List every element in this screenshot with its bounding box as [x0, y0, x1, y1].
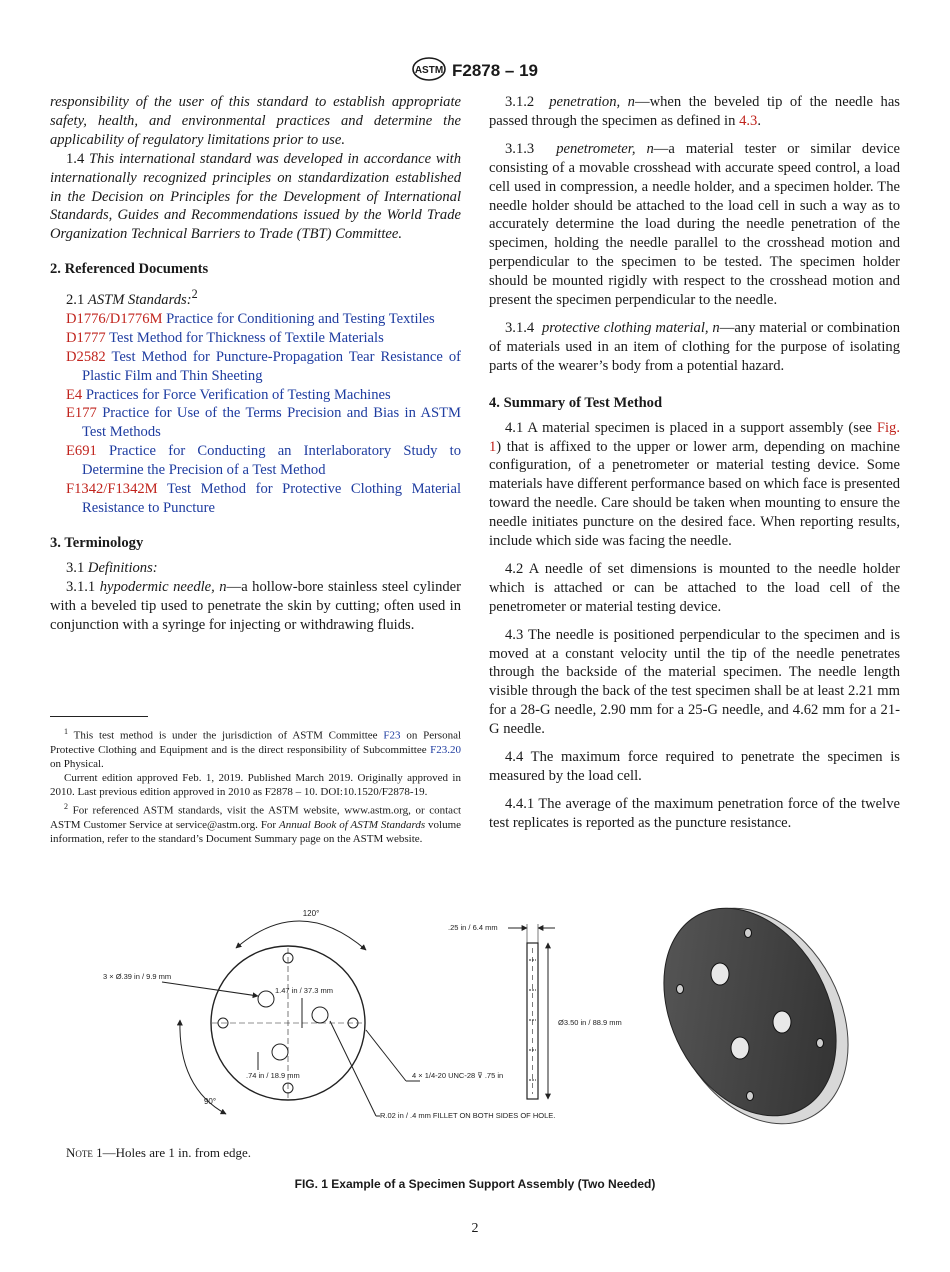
para-3-1-4-text: —any material or combination of materials used in an item of clothing for the purpose of isolating parts of the wearer’s body from a potential hazard.: [489, 319, 900, 374]
ref-code[interactable]: F1342/F1342M: [66, 481, 158, 498]
ref-title[interactable]: Test Method for Puncture-Propagation Tear Resistance of Plastic Film and Thin Sheeting: [82, 348, 461, 384]
designation: F2878 – 19: [451, 60, 538, 80]
ref-item[interactable]: [50, 329, 461, 348]
para-4-1-text-b: ) that is affixed to the upper or lower arm, depending on machine configuration, of a penetrometer or material testing device. Some materials have different performance based on which face is presented toward the needle. Care should be taken when mounting to ensure the needle initiates puncture on the desired face. When reporting results, include which side was facing the needle.: [489, 438, 901, 550]
top-view-drawing: [162, 921, 420, 1116]
para-3-1-text: Definitions:: [87, 559, 158, 576]
term-penetrometer: penetrometer, n: [556, 140, 654, 157]
para-4-4-1: 4.4.1 The average of the maximum penetration force of the twelve test replicates is reported as the puncture resistance.: [489, 795, 900, 831]
para-4-4: 4.4 The maximum force required to penetrate the specimen is measured by the load cell.: [489, 749, 900, 784]
thickness-label: .25 in / 6.4 mm: [448, 923, 498, 932]
section-2-heading: 2. Referenced Documents: [50, 261, 209, 278]
para-2-1-number: 2.1: [66, 292, 85, 309]
footnote-2-text-b: volume information, refer to the standard’s Document Summary page on the ASTM website.: [50, 818, 462, 845]
note-text: 1—Holes are 1 in. from edge.: [96, 1145, 252, 1160]
holes-diameter-label: 3 × Ø.39 in / 9.9 mm: [103, 972, 172, 981]
right-column: [489, 93, 900, 833]
ref-title[interactable]: Practice for Conducting an Interlaboratory Study to Determine the Precision of a Test Method: [82, 443, 461, 479]
para-4-3: 4.3 The needle is positioned perpendicular to the specimen and is moved at a constant velocity until the tip of the needle penetrates through the backside of the material specimen. The needle length visible through the back of the test specimen shall be at least 2.21 mm for a 28-G needle, 2.90 mm for a 25-G needle, and 4.62 mm for a 21-G needle.: [489, 626, 900, 738]
ref-title[interactable]: Test Method for Thickness of Textile Materials: [109, 329, 384, 346]
page-header: [0, 57, 950, 86]
para-3-1-3: [489, 140, 900, 310]
dim-center-label: 1.47 in / 37.3 mm: [275, 986, 333, 995]
astm-logo-text: ASTM: [414, 65, 444, 76]
para-3-1-1-number: 3.1.1: [66, 578, 96, 595]
ref-code[interactable]: E4: [66, 386, 83, 403]
para-2-1-text: ASTM Standards:: [87, 292, 192, 309]
para-1-4-number: 1.4: [66, 150, 85, 167]
ref-code[interactable]: E691: [66, 443, 97, 460]
para-3-1-4: [489, 319, 900, 376]
ref-item[interactable]: [50, 310, 461, 329]
figure-caption: FIG. 1 Example of a Specimen Support Assembly (Two Needed): [294, 1177, 656, 1191]
para-1-4-text: This international standard was developed in accordance with internationally recognized principles on standardization established in the Decision on Principles for the Development of International Standards, Guides and Recommendations issued by the World Trade Organization Technical Barriers to Trade (TBT) Committee.: [50, 150, 462, 243]
center-hole: [272, 1044, 288, 1060]
footnote-ref-2[interactable]: 2: [191, 287, 198, 302]
para-4-2: 4.2 A needle of set dimensions is mounted to the needle holder which is attached or can be attached to the load cell of the penetrometer or material testing device.: [489, 560, 900, 615]
ref-item[interactable]: [50, 386, 461, 405]
plate-3d-render: [629, 888, 883, 1148]
ref-title[interactable]: Practice for Conditioning and Testing Textiles: [166, 310, 435, 327]
para-3-1-2-number: 3.1.2: [505, 94, 535, 110]
ref-code[interactable]: D2582: [66, 348, 106, 365]
section-4-3-link[interactable]: 4.3: [739, 112, 758, 129]
term-protective-clothing-material: protective clothing material, n: [541, 319, 720, 336]
footnote-1-text-a: This test method is under the jurisdiction of ASTM Committee: [73, 729, 378, 742]
ref-item[interactable]: [50, 480, 461, 518]
scope-continuation: responsibility of the user of this standard to establish appropriate safety, health, and environmental practices and determine the applicability of regulatory limitations prior to use.: [50, 94, 461, 148]
para-3-1-number: 3.1: [66, 559, 85, 576]
footnote-2-italic: Annual Book of ASTM Standards: [279, 818, 426, 831]
ref-item[interactable]: [50, 404, 461, 442]
committee-link[interactable]: F23: [383, 729, 401, 742]
para-3-1-4-number: 3.1.4: [505, 319, 535, 336]
subcommittee-link[interactable]: F23.20: [430, 743, 461, 756]
fig-1-link[interactable]: Fig. 1: [489, 419, 900, 455]
footnote-2-mark: 2: [64, 801, 68, 811]
para-3-1-2-text: —when the beveled tip of the needle has passed through the specimen as defined in: [489, 94, 900, 129]
astm-logo: [412, 57, 446, 86]
footnote-rule: [50, 716, 148, 717]
footnotes: [50, 725, 461, 846]
para-3-1-3-text: —a material tester or similar device consisting of a movable crosshead with accurate speed control, a load cell used in compression, a needle holder, and a specimen holder. The needle holder should be attached to the load cell in such a way as to accurately determine the load during the needle penetration of the specimen, holding the needle parallel to the crosshead motion and perpendicular to the specimen to be tested. The specimen holder should be mounted rigidly with respect to the crosshead motion and present the specimen perpendicular to the needle.: [489, 140, 901, 309]
figure-note: [66, 1145, 251, 1161]
ref-item[interactable]: [50, 442, 461, 480]
ref-title[interactable]: Test Method for Protective Clothing Material Resistance to Puncture: [82, 481, 461, 516]
center-hole: [312, 1007, 328, 1023]
para-3-1: [50, 559, 461, 578]
para-3-1-2: 3.1.2 penetration, n—when the beveled tip of the needle has passed through the specimen as defined in 4.3.: [489, 94, 900, 129]
fillet-label: R.02 in / .4 mm FILLET ON BOTH SIDES OF HOLE.: [380, 1111, 556, 1120]
diameter-label: Ø3.50 in / 88.9 mm: [558, 1018, 622, 1027]
para-3-1-1: [50, 578, 461, 635]
footnote-1-text-b: on Personal Protective Clothing and Equipment and is the direct responsibility of Subcommittee: [50, 729, 462, 756]
ref-title[interactable]: Practice for Use of the Terms Precision and Bias in ASTM Test Methods: [82, 405, 461, 441]
center-hole: [258, 991, 274, 1007]
footnote-1-text-c: on Physical.: [50, 758, 104, 771]
ref-code[interactable]: D1776/D1776M: [66, 310, 163, 327]
section-3-heading: 3. Terminology: [50, 534, 144, 551]
page-number: 2: [471, 1221, 479, 1236]
ref-code[interactable]: D1777: [66, 329, 106, 346]
footnote-1: [50, 725, 461, 771]
angle-90-label: 90°: [203, 1097, 217, 1106]
ref-code[interactable]: E177: [66, 405, 97, 422]
term-penetration: penetration, n: [549, 94, 635, 110]
section-4-heading: 4. Summary of Test Method: [489, 394, 663, 411]
note-prefix: Note: [66, 1145, 93, 1160]
footnote-2: [50, 800, 461, 846]
side-view-drawing: [508, 924, 555, 1099]
angle-120-label: 120°: [302, 909, 320, 918]
figure-1: [0, 888, 950, 1148]
footnote-edition: Current edition approved Feb. 1, 2019. Published March 2019. Originally approved in 2010. Last previous edition approved in 2010 as F2878 – 10. DOI:10.1520/F2878-19.: [50, 772, 461, 799]
ref-item[interactable]: [50, 348, 461, 386]
para-3-1-1-text: —a hollow-bore stainless steel cylinder with a beveled tip used to penetrate the skin by cutting; often used in conjunction with a syringe for injecting or withdrawing fluids.: [50, 578, 461, 633]
term-hypodermic-needle: hypodermic needle, n: [99, 578, 227, 595]
para-3-1-3-number: 3.1.3: [505, 140, 535, 157]
para-4-1-text-a: 4.1 A material specimen is placed in a support assembly (see: [505, 419, 872, 436]
footnote-1-mark: 1: [64, 727, 68, 736]
dim-lower-label: .74 in / 18.9 mm: [246, 1071, 300, 1080]
para-1-4: [50, 150, 461, 245]
ref-title[interactable]: Practices for Force Verification of Testing Machines: [85, 386, 391, 403]
left-column: [50, 93, 461, 634]
footnote-2-text-a: For referenced ASTM standards, visit the ASTM website, www.astm.org, or contact ASTM Customer Service at service@astm.org. For: [50, 804, 462, 831]
para-2-1: [50, 285, 461, 310]
thread-label: 4 × 1/4-20 UNC-28 ⊽ .75 in: [412, 1071, 504, 1080]
para-4-1: [489, 419, 900, 551]
